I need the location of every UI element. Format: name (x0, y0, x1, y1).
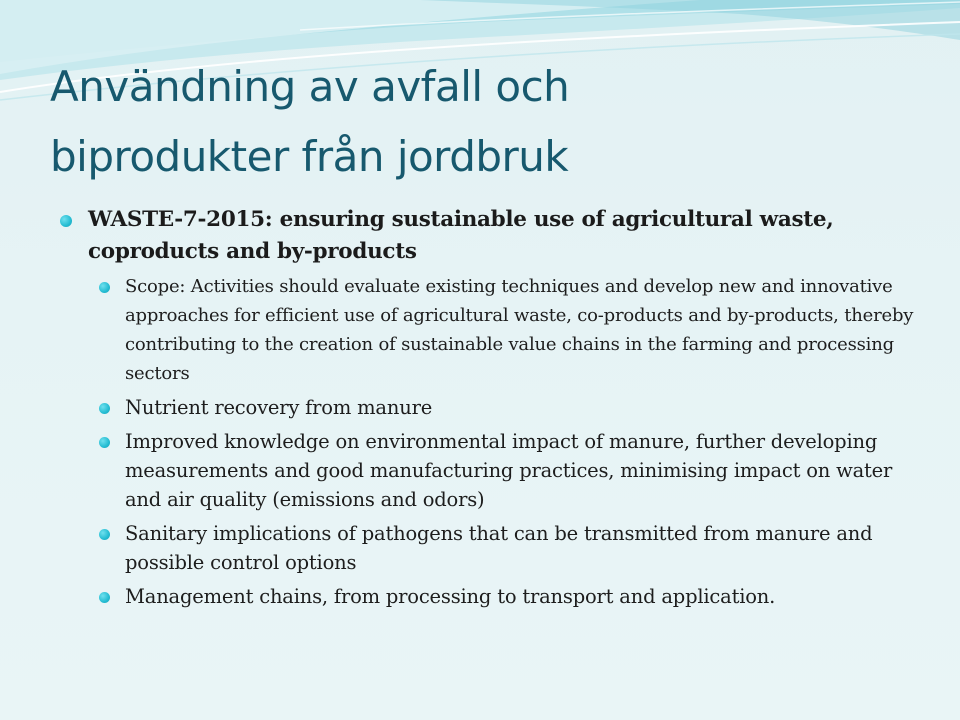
list-item (56, 393, 916, 422)
list-item-text: Scope: Activities should evaluate existing techniques and develop new and innovative approaches for efficient use of agricultural waste, co-products and by-products, thereby contributing to the creation of sustainable value chains in the farming and processing sectors (125, 276, 914, 384)
list-item (56, 519, 916, 577)
title-line-2: biprodukter från jordbruk (50, 132, 569, 181)
slide-title (50, 52, 910, 192)
list-item-text: Sanitary implications of pathogens that can be transmitted from manure and possible control options (125, 522, 873, 574)
list-item-text: Management chains, from processing to transport and application. (125, 585, 776, 608)
list-item (56, 272, 916, 388)
list-item-text: Nutrient recovery from manure (125, 396, 433, 419)
bullet-icon (99, 529, 110, 540)
list-item (56, 427, 916, 514)
bullet-icon (60, 215, 72, 227)
slide-content (56, 204, 916, 616)
bullet-icon (99, 403, 110, 414)
bullet-icon (99, 592, 110, 603)
title-line-1: Användning av avfall och (50, 62, 570, 111)
main-bullet-text: WASTE-7-2015: ensuring sustainable use of agricultural waste, coproducts and by-products (88, 207, 834, 264)
sub-bullet-list (56, 272, 916, 611)
bullet-icon (99, 282, 110, 293)
main-bullet (56, 204, 916, 268)
bullet-icon (99, 437, 110, 448)
list-item-text: Improved knowledge on environmental impact of manure, further developing measurements and good manufacturing practices, minimising impact on water and air quality (emissions and odors) (125, 430, 893, 511)
list-item (56, 582, 916, 611)
